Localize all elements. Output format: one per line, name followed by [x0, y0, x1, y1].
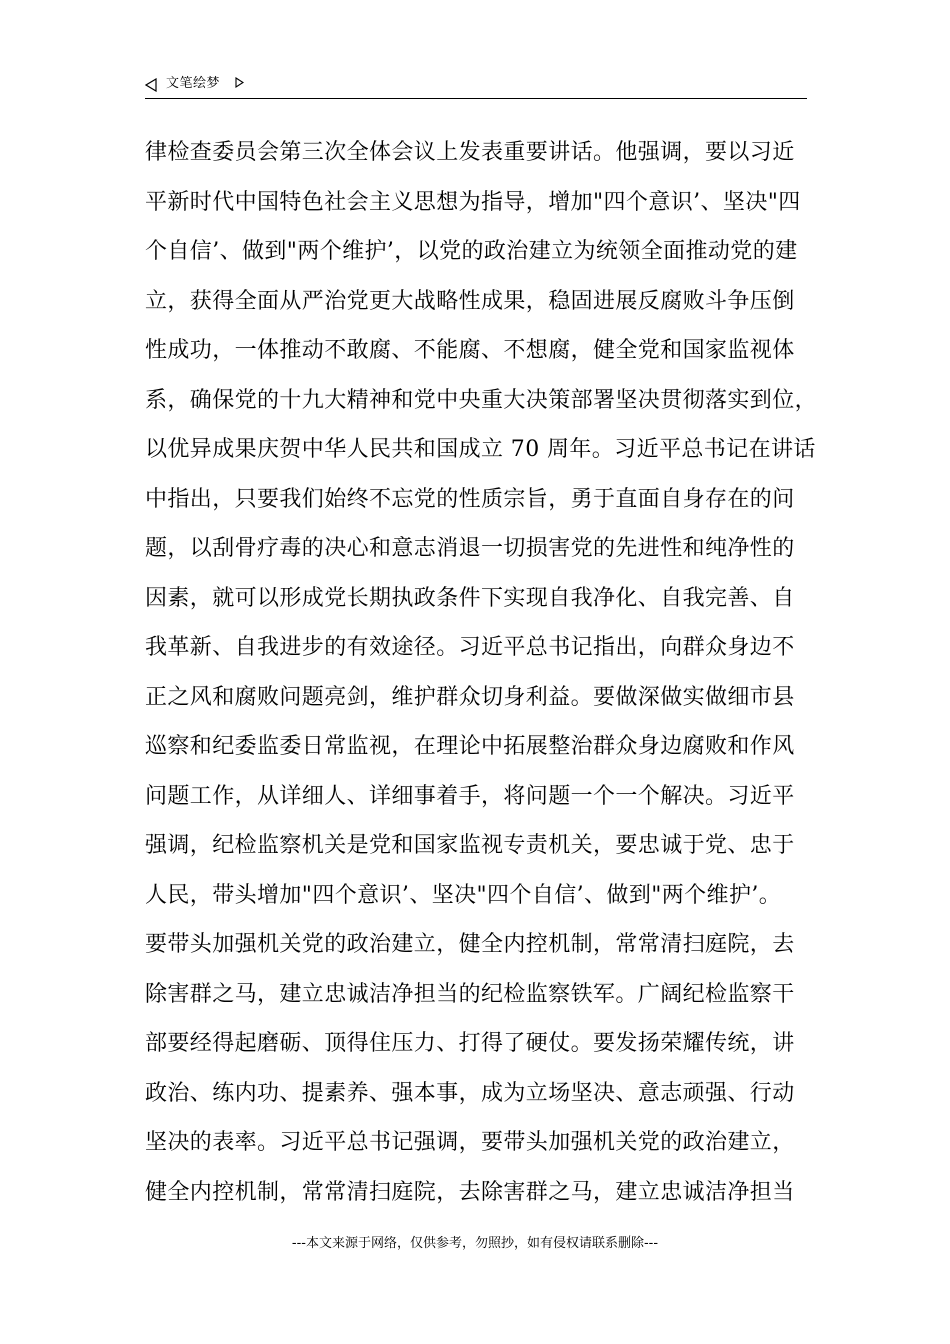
body-line: 正之风和腐败问题亮剑，维护群众切身利益。要做深做实做细市县 [145, 684, 795, 710]
body-line: 性成功，一体推动不敢腐、不能腐、不想腐，健全党和国家监视体 [145, 338, 795, 363]
body-line: 律检查委员会第三次全体会议上发表重要讲话。他强调，要以习近 [145, 140, 795, 165]
body-line: 要带头加强机关党的政治建立，健全内控机制，常常清扫庭院，去 [145, 932, 795, 957]
triangle-left-outline-icon [145, 78, 157, 92]
body-line: 立，获得全面从严治党更大战略性成果，稳固进展反腐败斗争压倒 [145, 288, 795, 314]
body-line: 部要经得起磨砺、顶得住压力、打得了硬仗。要发扬荣耀传统，讲 [145, 1031, 795, 1056]
page-header [145, 72, 807, 99]
body-line: 系，确保党的十九大精神和党中央重大决策部署坚决贯彻落实到位， [145, 387, 818, 413]
body-line: 我革新、自我进步的有效途径。习近平总书记指出，向群众身边不 [145, 635, 795, 660]
body-line: 强调，纪检监察机关是党和国家监视专责机关，要忠诚于党、忠于 [145, 833, 795, 858]
header-title: 文笔绘梦 [166, 76, 221, 91]
body-line: 中指出，只要我们始终不忘党的性质宗旨，勇于直面自身存在的问 [145, 486, 795, 512]
body-line: 平新时代中国特色社会主义思想为指导，增加"四个意识’、坚决"四 [145, 189, 801, 215]
footer-disclaimer: ---本文来源于网络，仅供参考，勿照抄，如有侵权请联系删除--- [291, 1236, 659, 1251]
body-line: 人民，带头增加"四个意识’、坚决"四个自信’、做到"两个维护’。 [145, 882, 782, 908]
body-line: 政治、练内功、提素养、强本事，成为立场坚决、意志顽强、行动 [145, 1080, 795, 1106]
body-line: 个自信’、做到"两个维护’，以党的政治建立为统领全面推动党的建 [145, 239, 798, 264]
body-line: 因素，就可以形成党长期执政条件下实现自我净化、自我完善、自 [145, 585, 795, 611]
body-line: 坚决的表率。习近平总书记强调，要带头加强机关党的政治建立， [145, 1130, 795, 1155]
document-body [145, 128, 818, 1217]
body-line: 巡察和纪委监委日常监视，在理论中拓展整治群众身边腐败和作风 [145, 734, 795, 759]
body-line: 除害群之马，建立忠诚洁净担当的纪检监察铁军。广阔纪检监察干 [145, 981, 795, 1007]
body-line: 问题工作，从详细人、详细事着手，将问题一个一个解决。习近平 [145, 783, 795, 809]
body-line: 题，以刮骨疗毒的决心和意志消退一切损害党的先进性和纯净性的 [145, 536, 795, 561]
body-line: 以优异成果庆贺中华人民共和国成立 70 周年。习近平总书记在讲话 [145, 437, 816, 462]
body-line: 健全内控机制，常常清扫庭院，去除害群之马，建立忠诚洁净担当 [145, 1179, 795, 1205]
triangle-right-outline-icon [235, 77, 244, 88]
